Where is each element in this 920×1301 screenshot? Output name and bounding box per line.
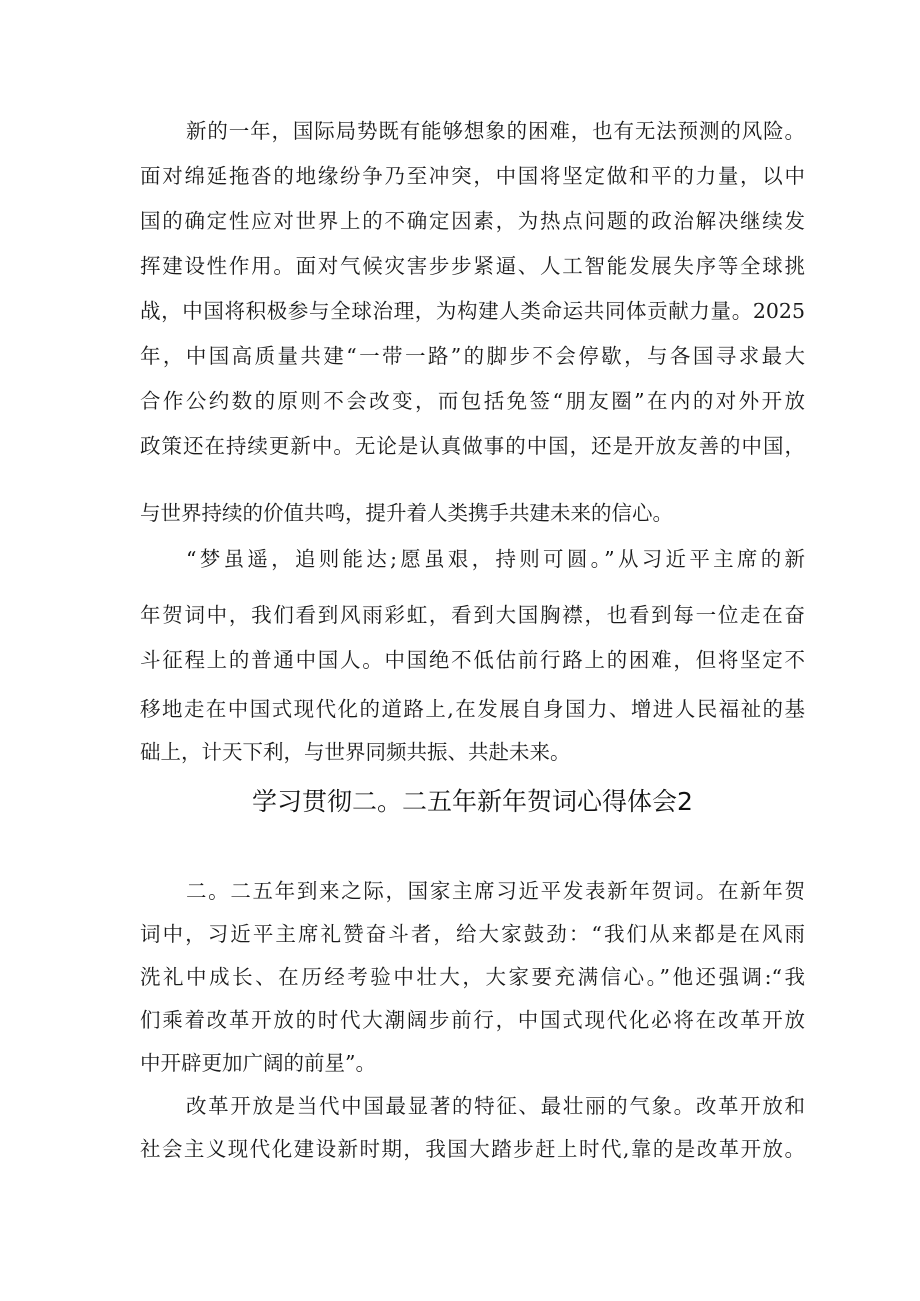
paragraph-3-line-3: 洗礼中成长、在历经考验中壮大，大家要充满信心。”他还强调:“我 xyxy=(140,965,805,989)
paragraph-2-line-5: 础上，计天下利，与世界同频共振、共赴未来。 xyxy=(140,740,571,764)
paragraph-1-line-7: 合作公约数的原则不会改变，而包括免签“朋友圈”在内的对外开放 xyxy=(140,389,805,413)
paragraph-1-line-2: 面对绵延拖沓的地缘纷争乃至冲突，中国将坚定做和平的力量，以中 xyxy=(140,164,805,188)
paragraph-1-line-9: 与世界持续的价值共鸣，提升着人类携手共建未来的信心。 xyxy=(140,501,673,525)
section-title: 学习贯彻二。二五年新年贺词心得体会2 xyxy=(252,787,693,816)
paragraph-2-line-2: 年贺词中，我们看到风雨彩虹，看到大国胸襟，也看到每一位走在奋 xyxy=(140,603,805,627)
paragraph-2-line-1: “梦虽遥，追则能达;愿虽艰，持则可圆。”从习近平主席的新 xyxy=(186,547,805,571)
paragraph-1-line-3: 国的确定性应对世界上的不确定因素，为热点问题的政治解决继续发 xyxy=(140,209,805,233)
paragraph-1-line-4: 挥建设性作用。面对气候灾害步步紧逼、人工智能发展失序等全球挑 xyxy=(140,254,805,278)
paragraph-3-line-1: 二。二五年到来之际，国家主席习近平发表新年贺词。在新年贺 xyxy=(186,879,805,903)
paragraph-2-line-3: 斗征程上的普通中国人。中国绝不低估前行路上的困难，但将坚定不 xyxy=(140,648,805,672)
paragraph-1-line-8: 政策还在持续更新中。无论是认真做事的中国，还是开放友善的中国， xyxy=(140,434,805,458)
paragraph-4-line-1: 改革开放是当代中国最显著的特征、最壮丽的气象。改革开放和 xyxy=(186,1094,805,1118)
paragraph-1-line-5: 战，中国将积极参与全球治理，为构建人类命运共同体贡献力量。2025 xyxy=(140,299,805,323)
paragraph-3-line-5: 中开辟更加广阔的前星”。 xyxy=(140,1051,376,1075)
paragraph-1-line-6: 年，中国高质量共建“一带一路”的脚步不会停歇，与各国寻求最大 xyxy=(140,344,805,368)
paragraph-1-line-1: 新的一年，国际局势既有能够想象的困难，也有无法预测的风险。 xyxy=(186,119,805,143)
paragraph-3-line-2: 词中，习近平主席礼赞奋斗者，给大家鼓劲：“我们从来都是在风雨 xyxy=(140,922,805,946)
paragraph-3-line-4: 们乘着改革开放的时代大潮阔步前行，中国式现代化必将在改革开放 xyxy=(140,1008,805,1032)
paragraph-2-line-4: 移地走在中国式现代化的道路上,在发展自身国力、增进人民福祉的基 xyxy=(140,697,805,721)
paragraph-4-line-2: 社会主义现代化建设新时期，我国大踏步赶上时代,靠的是改革开放。 xyxy=(140,1137,805,1161)
